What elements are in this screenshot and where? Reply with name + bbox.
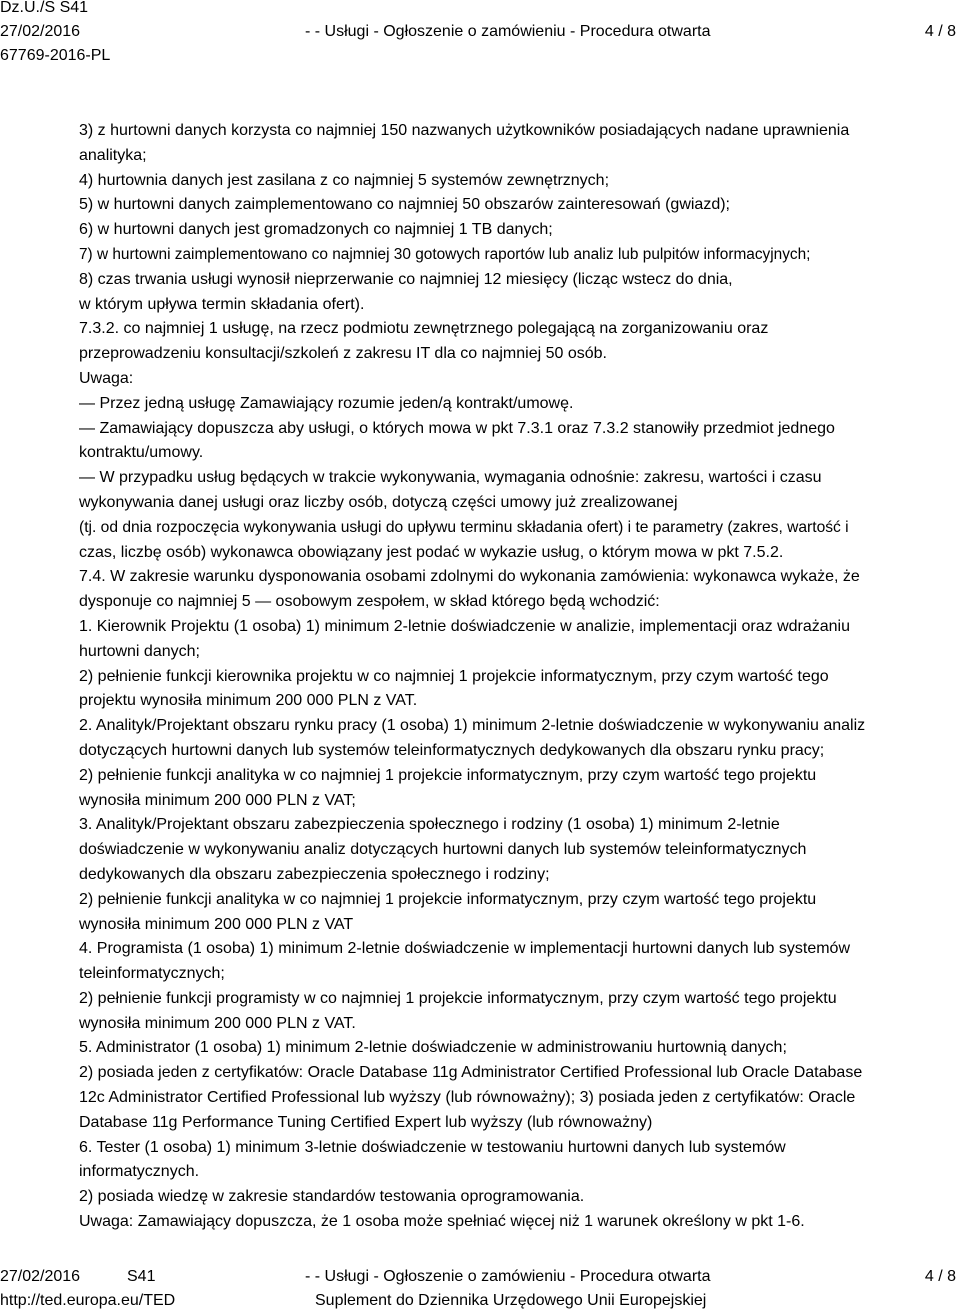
body-line: 7.3.2. co najmniej 1 usługę, na rzecz podmiotu zewnętrznego polegającą na zorganizowaniu oraz [79, 320, 769, 338]
header-title: - - Usługi - Ogłoszenie o zamówieniu - Procedura otwarta [305, 23, 711, 40]
header-page-number: 4 / 8 [924, 23, 956, 40]
body-line: 2) pełnienie funkcji kierownika projektu w co najmniej 1 projekcie informatycznym, przy czym wartość tego [79, 667, 829, 685]
body-line: 4. Programista (1 osoba) 1) minimum 2-letnie doświadczenie w implementacji hurtowni danych lub systemów [79, 940, 850, 958]
body-line: 2) pełnienie funkcji analityka w co najmniej 1 projekcie informatycznym, przy czym wartość tego projektu [79, 766, 817, 784]
body-line: czas, liczbę osób) wykonawca obowiązany jest podać w wykazie usług, o którym mowa w pkt 7.5.2. [79, 543, 784, 561]
document-id: 67769-2016-PL [0, 47, 111, 64]
footer-title: - - Usługi - Ogłoszenie o zamówieniu - Procedura otwarta [305, 1268, 711, 1285]
body-line: 3. Analityk/Projektant obszaru zabezpieczenia społecznego i rodziny (1 osoba) 1) minimum 2-letnie [79, 816, 780, 834]
body-line: 2) posiada wiedzę w zakresie standardów testowania oprogramowania. [79, 1188, 585, 1206]
footer-series: S41 [127, 1268, 156, 1285]
body-line: 5. Administrator (1 osoba) 1) minimum 2-letnie doświadczenie w administrowaniu hurtownią danych; [79, 1039, 787, 1057]
body-line: hurtowni danych; [79, 642, 200, 660]
footer-page-number: 4 / 8 [924, 1268, 956, 1285]
body-line: 6) w hurtowni danych jest gromadzonych co najmniej 1 TB danych; [79, 221, 553, 239]
notice-body [79, 119, 959, 1235]
footer-supplement: Suplement do Dziennika Urzędowego Unii Europejskiej [315, 1292, 707, 1309]
body-line: 5) w hurtowni danych zaimplementowano co najmniej 50 obszarów zainteresowań (gwiazd); [79, 196, 730, 214]
body-line: przeprowadzeniu konsultacji/szkoleń z zakresu IT dla co najmniej 50 osób. [79, 345, 607, 363]
body-line: Uwaga: Zamawiający dopuszcza, że 1 osoba może spełniać więcej niż 1 warunek określony w pkt 1-6. [79, 1213, 805, 1231]
body-line: 2) posiada jeden z certyfikatów: Oracle Database 11g Administrator Certified Professional lub Oracle Database [79, 1064, 863, 1082]
body-line: 7) w hurtowni zaimplementowano co najmniej 30 gotowych raportów lub analiz lub pulpitów informacyjnych; [79, 245, 811, 263]
body-line: (tj. od dnia rozpoczęcia wykonywania usługi do upływu terminu składania ofert) i te parametry (zakres, wartość i [79, 518, 849, 536]
journal-ref: Dz.U./S S41 [0, 0, 89, 16]
header-date: 27/02/2016 [0, 23, 81, 40]
body-line: dotyczących hurtowni danych lub systemów teleinformatycznych dedykowanych dla obszaru rynku pracy; [79, 741, 825, 759]
footer-date: 27/02/2016 [0, 1268, 81, 1285]
body-line: wynosiła minimum 200 000 PLN z VAT. [79, 1014, 356, 1032]
body-line: 7.4. W zakresie warunku dysponowania osobami zdolnymi do wykonania zamówienia: wykonawca wykaże, że [79, 568, 860, 586]
body-line: projektu wynosiła minimum 200 000 PLN z VAT. [79, 692, 418, 710]
ted-link[interactable]: http://ted.europa.eu/TED [0, 1292, 176, 1309]
body-line: 12c Administrator Certified Professional lub wyższy (lub równoważny); 3) posiada jeden z certyfikatów: Oracle [79, 1089, 856, 1107]
body-line: dysponuje co najmniej 5 — osobowym zespołem, w skład którego będą wchodzić: [79, 593, 660, 611]
body-line: dedykowanych dla obszaru zabezpieczenia społecznego i rodziny; [79, 865, 550, 883]
body-line: 4) hurtownia danych jest zasilana z co najmniej 5 systemów zewnętrznych; [79, 171, 610, 189]
body-line: — Zamawiający dopuszcza aby usługi, o których mowa w pkt 7.3.1 oraz 7.3.2 stanowiły przedmiot jednego [79, 419, 835, 437]
body-line: teleinformatycznych; [79, 965, 225, 983]
body-line: — Przez jedną usługę Zamawiający rozumie jeden/ą kontrakt/umowę. [79, 394, 574, 412]
body-line: wynosiła minimum 200 000 PLN z VAT; [79, 791, 356, 809]
body-line: kontraktu/umowy. [79, 444, 204, 462]
body-line: 3) z hurtowni danych korzysta co najmniej 150 nazwanych użytkowników posiadających nadane uprawnienia [79, 122, 850, 139]
body-line: wykonywania danej usługi oraz liczby osób, dotyczą części umowy już zrealizowanej [79, 493, 678, 511]
body-line: analityka; [79, 146, 147, 164]
body-line: — W przypadku usług będących w trakcie wykonywania, wymagania odnośnie: zakresu, wartości i czasu [79, 469, 822, 487]
body-line: 1. Kierownik Projektu (1 osoba) 1) minimum 2-letnie doświadczenie w analizie, implementacji oraz wdrażaniu [79, 617, 851, 635]
body-line: informatycznych. [79, 1163, 200, 1181]
body-line: 8) czas trwania usługi wynosił nieprzerwanie co najmniej 12 miesięcy (licząc wstecz do dnia, [79, 270, 733, 288]
body-line: Uwaga: [79, 369, 134, 387]
body-line: 2) pełnienie funkcji programisty w co najmniej 1 projekcie informatycznym, przy czym wartość tego projektu [79, 989, 837, 1007]
body-line: 2. Analityk/Projektant obszaru rynku pracy (1 osoba) 1) minimum 2-letnie doświadczenie w wykonywaniu analiz [79, 717, 866, 735]
body-line: w którym upływa termin składania ofert). [79, 295, 365, 313]
body-line: 6. Tester (1 osoba) 1) minimum 3-letnie doświadczenie w testowaniu hurtowni danych lub systemów [79, 1138, 786, 1156]
body-line: wynosiła minimum 200 000 PLN z VAT [79, 915, 354, 933]
body-line: 2) pełnienie funkcji analityka w co najmniej 1 projekcie informatycznym, przy czym wartość tego projektu [79, 890, 817, 908]
body-line: doświadczenie w wykonywaniu analiz dotyczących hurtowni danych lub systemów teleinformatycznych [79, 841, 807, 859]
body-line: Database 11g Performance Tuning Certified Expert lub wyższy (lub równoważny) [79, 1113, 653, 1131]
